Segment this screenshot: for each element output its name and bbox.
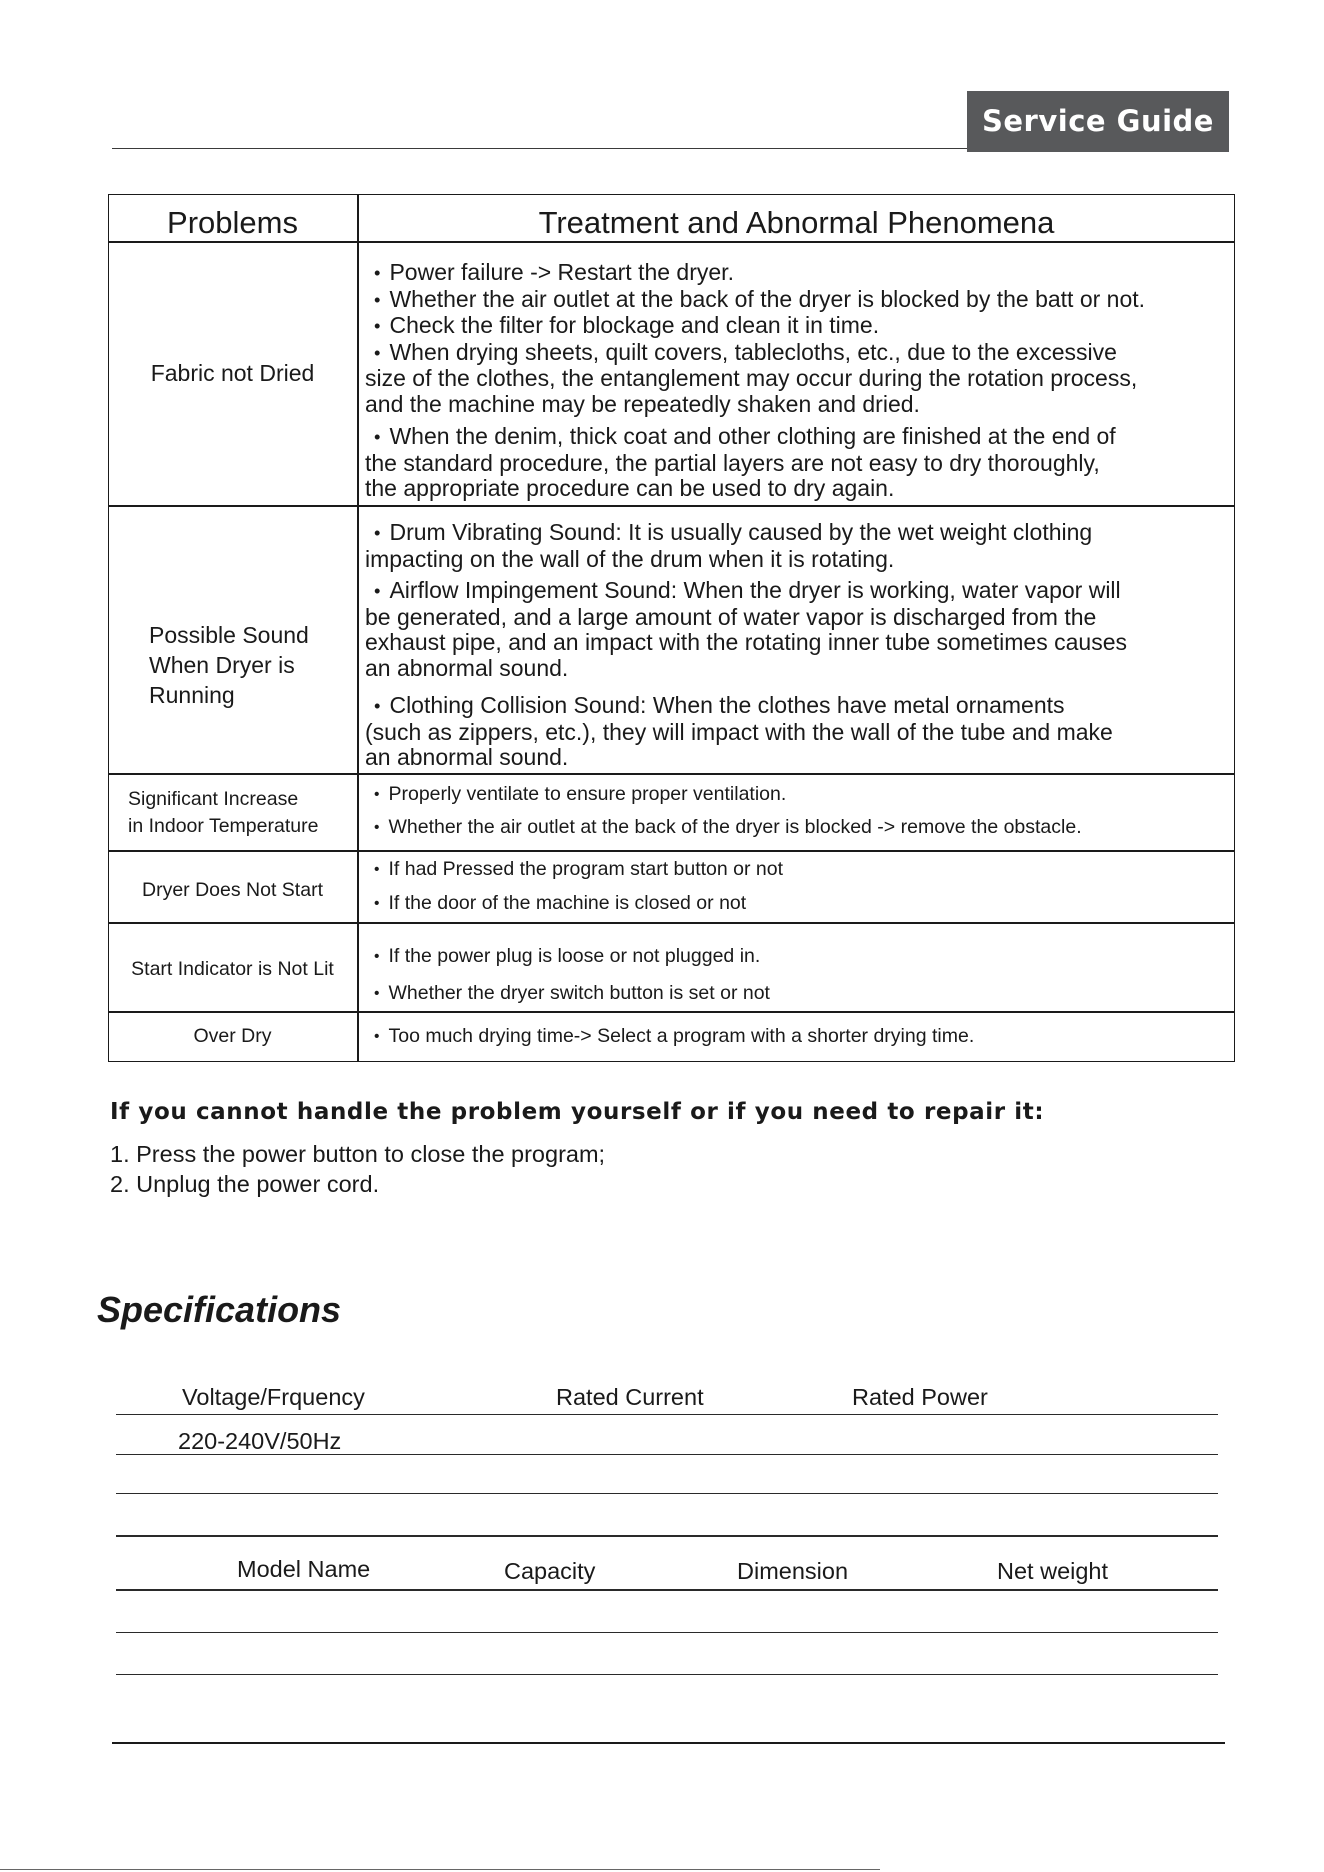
repair-steps [110,1139,605,1199]
service-guide-badge: Service Guide [967,91,1229,152]
problem-start-indicator-not-lit: Start Indicator is Not Lit [131,958,334,980]
spec-rule [116,1493,1218,1494]
treatment-fabric-not-dried-note [365,424,1231,502]
spec-header-voltage: Voltage/Frquency [182,1384,365,1410]
treatment-line: • Power failure -> Restart the dryer. [365,260,1231,287]
treatment-line: the appropriate procedure can be used to dry again. [365,475,895,501]
table-row-divider [108,773,1235,775]
column-header-problems: Problems [167,205,298,240]
spec-rule [116,1414,1218,1415]
problem-line: When Dryer is [149,652,295,678]
treatment-line: • If the power plug is loose or not plugged in. [365,943,1231,971]
spec-header-rated-power: Rated Power [852,1384,988,1410]
treatment-line: • If had Pressed the program start button or not [365,856,1231,884]
repair-step: 1. Press the power button to close the program; [110,1141,606,1167]
problem-line: Possible Sound [149,622,309,648]
spec-header-model-name: Model Name [237,1556,371,1582]
treatment-line: • Airflow Impingement Sound: When the dryer is working, water vapor will [365,578,1231,605]
treatment-line: impacting on the wall of the drum when it is rotating. [365,545,895,572]
repair-help-title: If you cannot handle the problem yourself or if you need to repair it: [110,1099,1045,1125]
table-row-divider [108,922,1235,924]
header-rule [112,148,967,149]
spec-header-net-weight: Net weight [997,1558,1109,1584]
table-row-divider [108,850,1235,852]
treatment-line: • Too much drying time-> Select a program with a shorter drying time. [365,1023,1231,1051]
spec-header-dimension: Dimension [737,1558,849,1584]
problem-over-dry: Over Dry [193,1025,272,1047]
problem-line: in Indoor Temperature [128,815,319,837]
problem-indoor-temperature [128,786,357,840]
spec-bottom-rule [112,1742,1225,1744]
treatment-fabric-not-dried [365,260,1231,417]
spec-header-rated-current: Rated Current [556,1384,704,1410]
problem-fabric-not-dried: Fabric not Dried [150,360,315,386]
treatment-start-indicator-not-lit [365,943,1231,1008]
spec-rule [116,1589,1218,1591]
spec-rule [116,1454,1218,1455]
spec-rule [116,1535,1218,1537]
table-row-divider [108,1011,1235,1013]
treatment-line: be generated, and a large amount of water vapor is discharged from the [365,603,1097,630]
column-header-treatment: Treatment and Abnormal Phenomena [538,205,1055,240]
treatment-line: • If the door of the machine is closed or not [365,890,1231,918]
treatment-line: • When the denim, thick coat and other clothing are finished at the end of [365,424,1231,451]
treatment-line: • Properly ventilate to ensure proper ventilation. [365,781,1231,809]
treatment-line: exhaust pipe, and an impact with the rotating inner tube sometimes causes [365,629,1127,655]
problem-line: Running [149,682,235,708]
table-row-divider [108,505,1235,507]
treatment-line: (such as zippers, etc.), they will impact with the wall of the tube and make [365,718,1113,745]
treatment-over-dry [365,1023,1231,1051]
treatment-line: • Drum Vibrating Sound: It is usually caused by the wet weight clothing [365,520,1231,547]
treatment-line: the standard procedure, the partial layers are not easy to dry thoroughly, [365,449,1100,476]
page-edge-rule [0,1869,880,1870]
treatment-line: and the machine may be repeatedly shaken and dried. [365,390,920,417]
treatment-line: • Whether the dryer switch button is set or not [365,980,1231,1008]
treatment-line: an abnormal sound. [365,744,569,770]
repair-step: 2. Unplug the power cord. [110,1171,380,1197]
spec-value-voltage: 220-240V/50Hz [178,1428,342,1454]
treatment-drum-vibrating-sound [365,520,1231,572]
treatment-line: • Check the filter for blockage and clean it in time. [365,313,1231,340]
treatment-airflow-sound [365,578,1231,681]
treatment-line: • Whether the air outlet at the back of the dryer is blocked by the batt or not. [365,287,1231,314]
treatment-line: an abnormal sound. [365,654,569,681]
spec-rule [116,1632,1218,1633]
treatment-indoor-temperature [365,781,1231,842]
spec-header-capacity: Capacity [504,1558,596,1584]
table-column-divider [357,194,359,1062]
specifications-title: Specifications [97,1289,342,1330]
treatment-line: • Clothing Collision Sound: When the clothes have metal ornaments [365,693,1231,720]
problem-dryer-does-not-start: Dryer Does Not Start [142,879,323,901]
problem-possible-sound [149,620,354,710]
treatment-line: • Whether the air outlet at the back of the dryer is blocked -> remove the obstacle. [365,814,1231,842]
treatment-line: • When drying sheets, quilt covers, tablecloths, etc., due to the excessive [365,340,1231,367]
treatment-clothing-collision-sound [365,693,1231,771]
treatment-line: size of the clothes, the entanglement may occur during the rotation process, [365,365,1138,391]
problem-line: Significant Increase [128,788,299,810]
treatment-dryer-does-not-start [365,856,1231,918]
spec-rule [116,1674,1218,1675]
